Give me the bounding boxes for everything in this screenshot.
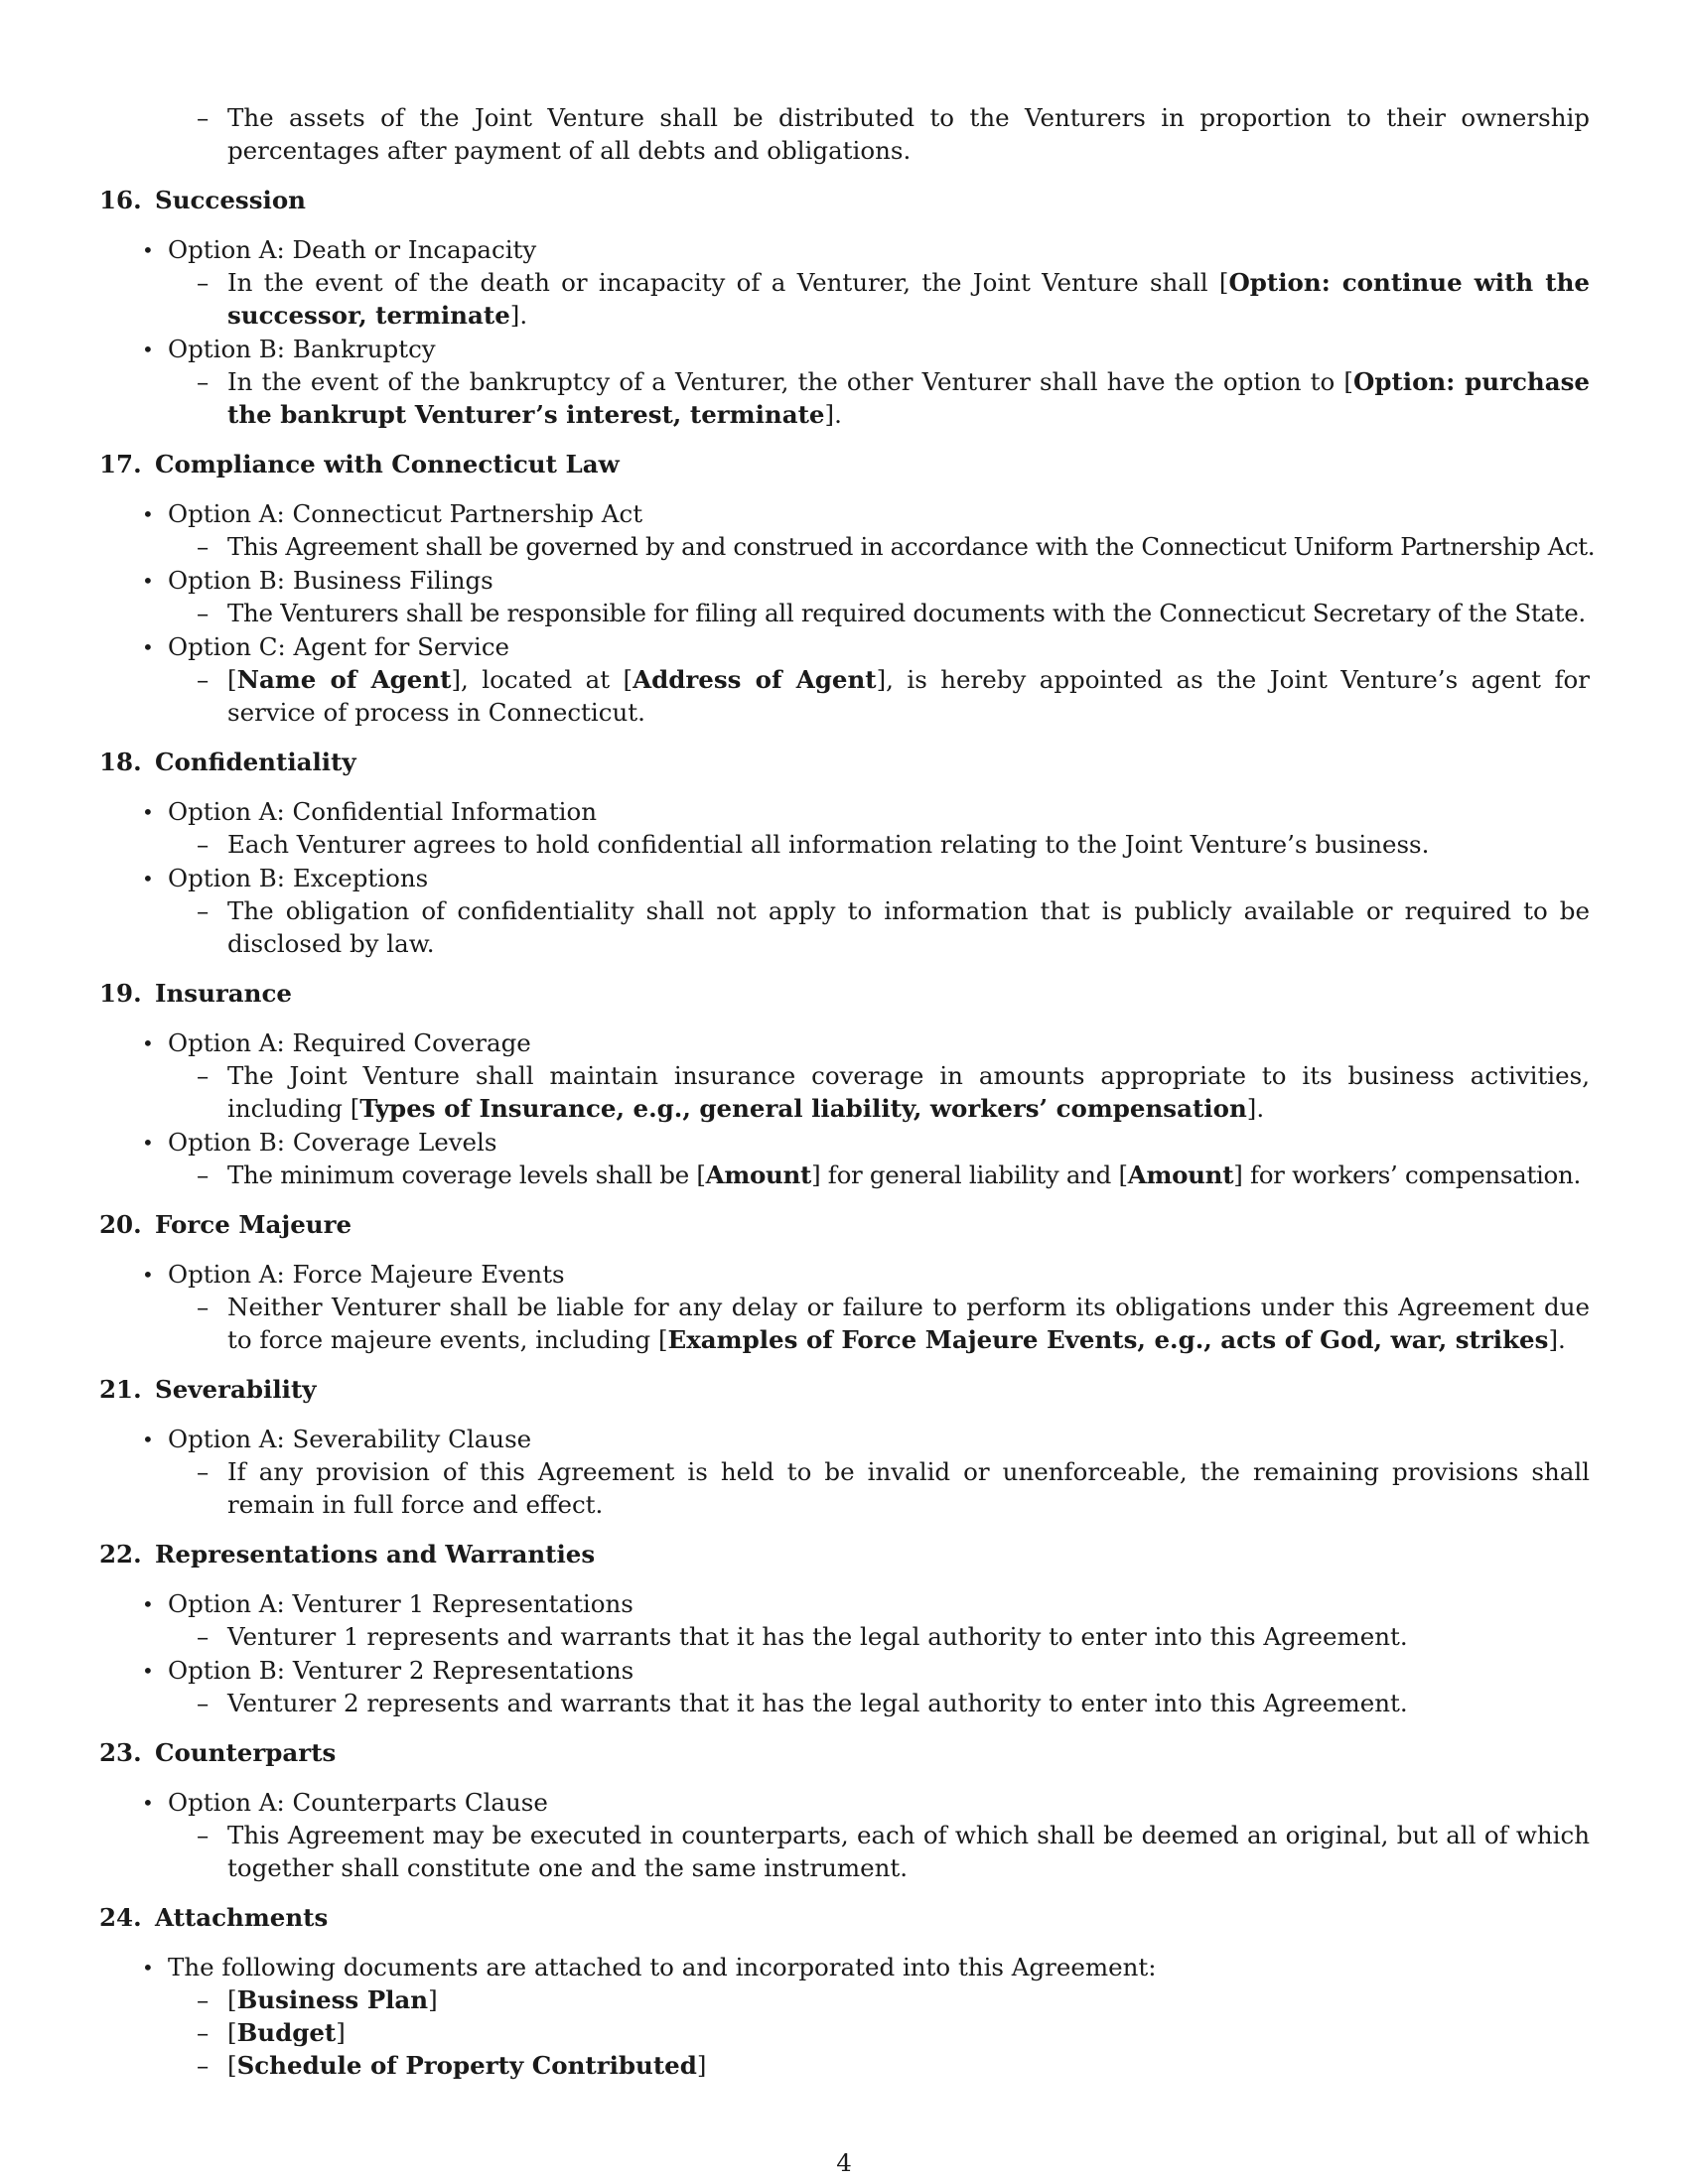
section-heading-19: 19. Insurance <box>99 979 292 1008</box>
option-label: Option A: Confidential Information <box>168 797 598 826</box>
dash-marker: – <box>197 1985 210 2014</box>
option-text: In the event of the bankruptcy of a Venturer, the other Venturer shall have the option to [Option: purchase the bankrupt Venturer’s interest, terminate]. <box>227 367 1591 429</box>
placeholder-field: Name of Agent <box>236 665 452 694</box>
dash-marker: – <box>197 1293 210 1321</box>
bullet-marker: • <box>142 1263 154 1287</box>
bullet-marker: • <box>142 569 154 593</box>
bullet-marker: • <box>142 238 154 262</box>
dash-marker: – <box>197 1821 210 1849</box>
attachment-item: [Business Plan] <box>227 1985 438 2014</box>
option-label: Option C: Agent for Service <box>168 632 510 661</box>
section-heading-20: 20. Force Majeure <box>99 1210 352 1239</box>
option-text: This Agreement may be executed in counterparts, each of which shall be deemed an original, but all of which together shall constitute one and the same instrument. <box>227 1821 1590 1882</box>
bullet-marker: • <box>142 1659 154 1683</box>
option-label: Option A: Venturer 1 Representations <box>168 1589 633 1618</box>
dash-marker: – <box>197 2018 210 2047</box>
option-text: Venturer 2 represents and warrants that it has the legal authority to enter into this Agreement. <box>227 1689 1408 1717</box>
section-heading-21: 21. Severability <box>99 1375 317 1404</box>
option-label: Option A: Required Coverage <box>168 1028 531 1057</box>
option-text: Neither Venturer shall be liable for any delay or failure to perform its obligations under this Agreement due to force majeure events, including [Examples of Force Majeure Events, e.g., acts of God, war, strikes]. <box>227 1293 1590 1354</box>
dash-marker: – <box>197 532 210 561</box>
page-number: 4 <box>836 2148 852 2177</box>
attachments-intro: The following documents are attached to and incorporated into this Agreement: <box>168 1953 1157 1981</box>
dash-marker: – <box>197 1622 210 1651</box>
bullet-marker: • <box>142 1956 154 1979</box>
dash-marker: – <box>197 830 210 859</box>
attachment-item: [Budget] <box>227 2018 346 2047</box>
option-label: Option B: Business Filings <box>168 566 493 595</box>
placeholder-field: Types of Insurance, e.g., general liability, workers’ compensation <box>359 1094 1247 1123</box>
option-text: In the event of the death or incapacity of a Venturer, the Joint Venture shall [Option: continue with the successor, terminate]. <box>227 268 1590 330</box>
dash-marker: – <box>197 1160 210 1189</box>
dash-marker: – <box>197 1457 210 1486</box>
option-text: The Venturers shall be responsible for filing all required documents with the Connecticut Secretary of the State. <box>227 599 1586 627</box>
attachment-item: [Schedule of Property Contributed] <box>227 2051 707 2080</box>
option-text: The Joint Venture shall maintain insurance coverage in amounts appropriate to its business activities, including [Types of Insurance, e.g., general liability, workers’ compensation]. <box>227 1061 1590 1123</box>
dash-marker: – <box>197 103 210 132</box>
bullet-marker: • <box>142 1791 154 1815</box>
section-heading-18: 18. Confidentiality <box>99 748 356 776</box>
bullet-marker: • <box>142 800 154 824</box>
option-label: Option A: Connecticut Partnership Act <box>168 499 643 528</box>
option-label: Option B: Bankruptcy <box>168 335 436 363</box>
option-label: Option B: Coverage Levels <box>168 1128 497 1157</box>
dash-marker: – <box>197 2051 210 2080</box>
dash-marker: – <box>197 1061 210 1090</box>
option-label: Option A: Severability Clause <box>168 1425 532 1453</box>
option-text: The minimum coverage levels shall be [Amount] for general liability and [Amount] for workers’ compensation. <box>227 1160 1581 1189</box>
option-label: Option B: Venturer 2 Representations <box>168 1656 634 1685</box>
section-heading-17: 17. Compliance with Connecticut Law <box>99 450 620 478</box>
bullet-marker: • <box>142 502 154 526</box>
placeholder-field: Amount <box>1127 1160 1234 1189</box>
bullet-marker: • <box>142 1031 154 1055</box>
bullet-marker: • <box>142 1592 154 1616</box>
placeholder-field: Address of Agent <box>633 665 877 694</box>
placeholder-field: Option: purchase the bankrupt Venturer’s interest, terminate <box>227 367 1591 429</box>
dash-marker: – <box>197 367 210 396</box>
option-text: The obligation of confidentiality shall not apply to information that is publicly available or required to be disclosed by law. <box>227 896 1590 958</box>
bullet-marker: • <box>142 1428 154 1451</box>
intro-text: The assets of the Joint Venture shall be distributed to the Venturers in proportion to their ownership percentages after payment of all debts and obligations. <box>227 103 1590 165</box>
dash-marker: – <box>197 665 210 694</box>
option-label: Option A: Death or Incapacity <box>168 235 537 264</box>
bullet-marker: • <box>142 867 154 890</box>
bullet-marker: • <box>142 338 154 361</box>
option-text: Venturer 1 represents and warrants that it has the legal authority to enter into this Agreement. <box>227 1622 1408 1651</box>
option-label: Option B: Exceptions <box>168 864 429 892</box>
section-heading-22: 22. Representations and Warranties <box>99 1540 596 1569</box>
option-text: This Agreement shall be governed by and construed in accordance with the Connecticut Uniform Partnership Act. <box>227 532 1596 561</box>
option-text: [Name of Agent], located at [Address of Agent], is hereby appointed as the Joint Venture’s agent for service of process in Connecticut. <box>227 665 1590 727</box>
section-heading-16: 16. Succession <box>99 186 306 214</box>
placeholder-field: Amount <box>705 1160 812 1189</box>
section-heading-24: 24. Attachments <box>99 1903 329 1932</box>
option-label: Option A: Counterparts Clause <box>168 1788 548 1817</box>
dash-marker: – <box>197 268 210 297</box>
dash-marker: – <box>197 1689 210 1717</box>
placeholder-field: Option: continue with the successor, terminate <box>227 268 1590 330</box>
section-heading-23: 23. Counterparts <box>99 1738 337 1767</box>
placeholder-field: Examples of Force Majeure Events, e.g., acts of God, war, strikes <box>667 1325 1549 1354</box>
dash-marker: – <box>197 599 210 627</box>
bullet-marker: • <box>142 1131 154 1155</box>
bullet-marker: • <box>142 635 154 659</box>
option-label: Option A: Force Majeure Events <box>168 1260 565 1289</box>
dash-marker: – <box>197 896 210 925</box>
option-text: Each Venturer agrees to hold confidential all information relating to the Joint Venture’s business. <box>227 830 1430 859</box>
option-text: If any provision of this Agreement is held to be invalid or unenforceable, the remaining provisions shall remain in full force and effect. <box>227 1457 1590 1519</box>
